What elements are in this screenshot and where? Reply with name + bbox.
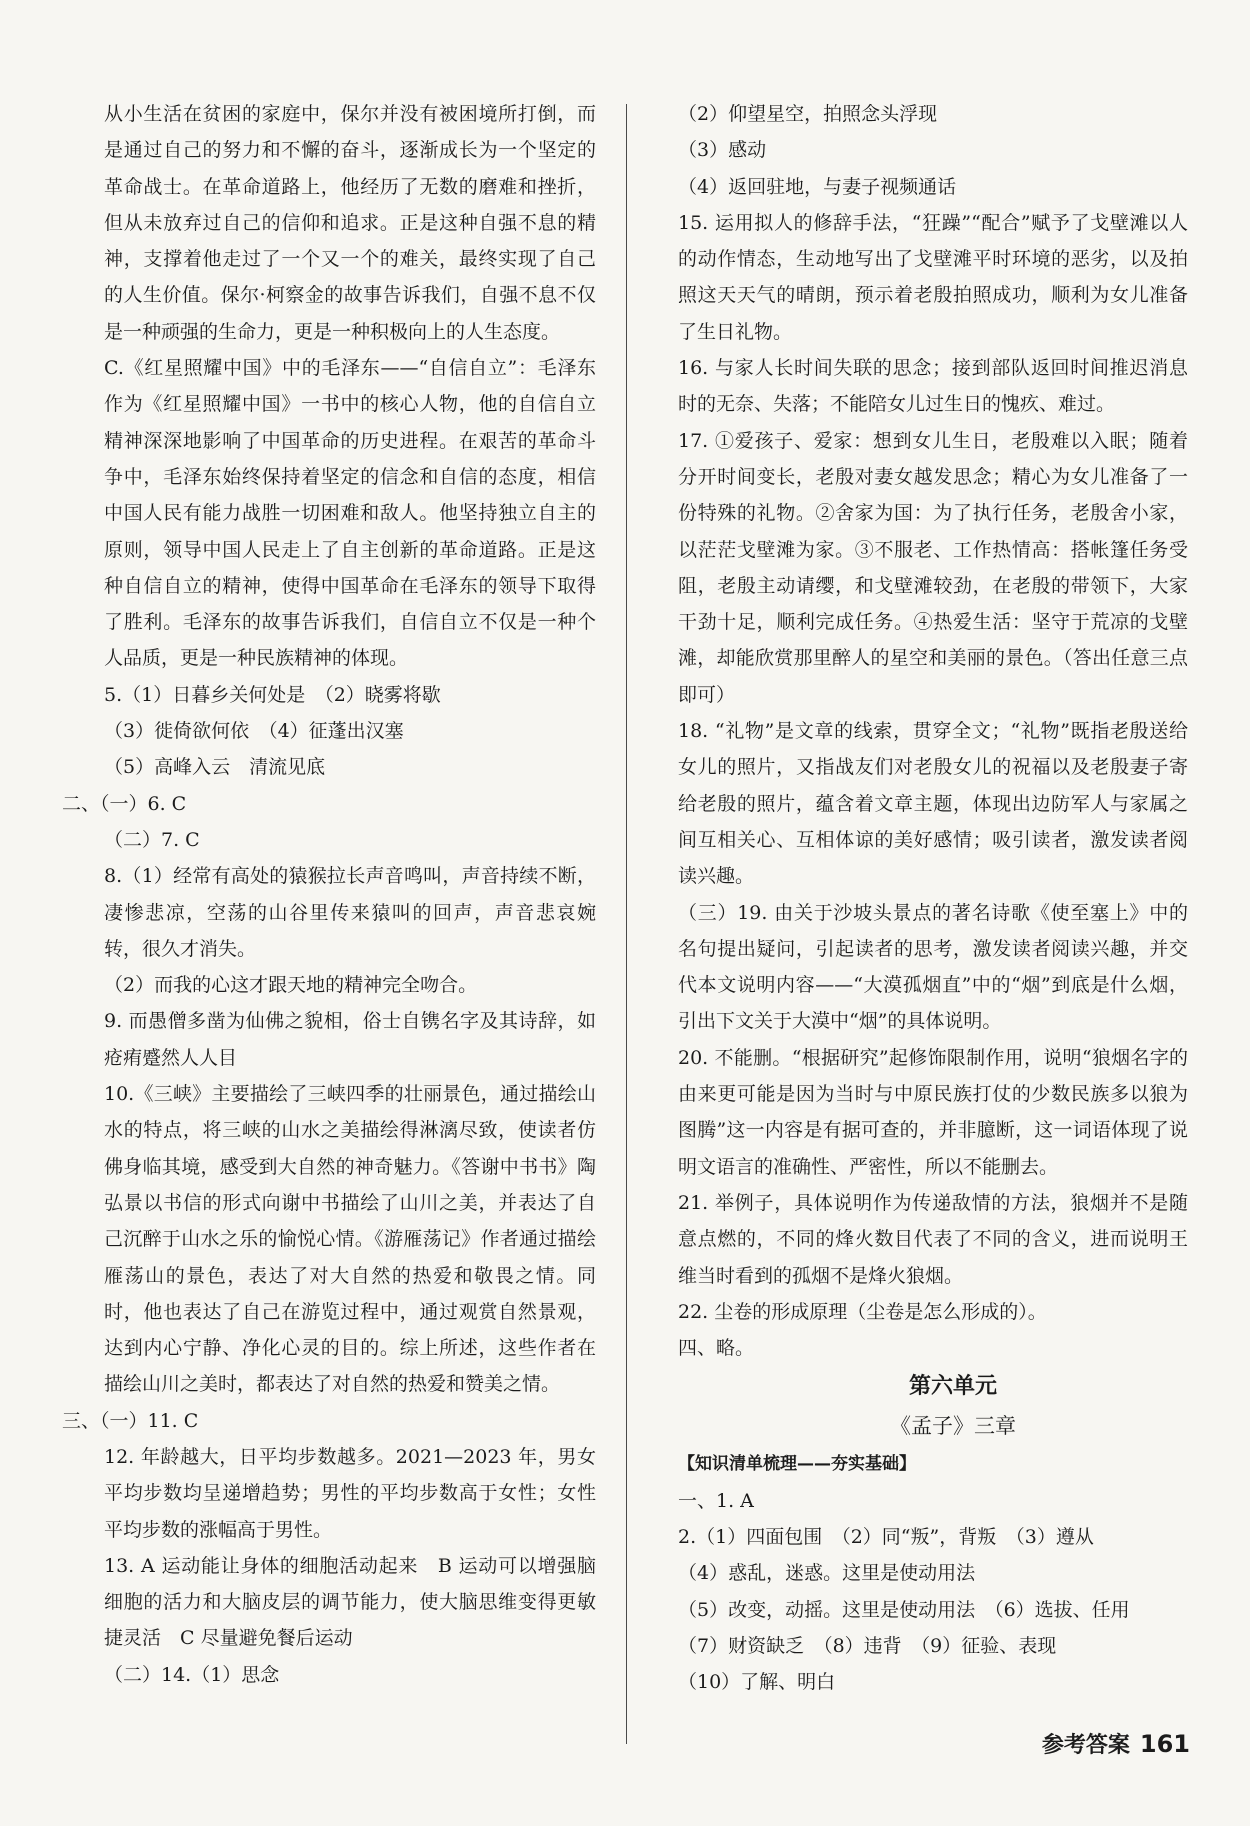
answer-paragraph: 四、略。 [678,1337,755,1360]
answer-paragraph: 8.（1）经常有高处的猿猴拉长声音鸣叫，声音持续不断，凄惨悲凉，空荡的山谷里传来猿叫的回声，声音悲哀婉转，很久才消失。 [104,865,596,960]
answer-paragraph: （5）改变，动摇。这里是使动用法 （6）选拔、任用 [678,1598,1130,1621]
answer-paragraph: 从小生活在贫困的家庭中，保尔并没有被困境所打倒，而是通过自己的努力和不懈的奋斗，逐渐成长为一个坚定的革命战士。在革命道路上，他经历了无数的磨难和挫折，但从未放弃过自己的信仰和追求。正是这种自强不息的精神，支撑着他走过了一个又一个的难关，最终实现了自己的人生价值。保尔·柯察金的故事告诉我们，自强不息不仅是一种顽强的生命力，更是一种积极向上的人生态度。 [104,103,596,343]
answer-paragraph: 2.（1）四面包围 （2）同“叛”，背叛 （3）遵从 [678,1525,1094,1548]
answer-paragraph: 13. A 运动能让身体的细胞活动起来 B 运动可以增强脑细胞的活力和大脑皮层的调节能力，使大脑思维变得更敏捷灵活 C 尽量避免餐后运动 [104,1554,596,1650]
right-tail-answers [678,1483,1188,1701]
answer-paragraph: 18. “礼物”是文章的线索，贯穿全文；“礼物”既指老殷送给女儿的照片，又指战友们对老殷女儿的祝福以及老殷妻子寄给老殷的照片，蕴含着文章主题，体现出边防军人与家属之间互相关心、互相体谅的美好感情；吸引读者，激发读者阅读兴趣。 [678,720,1188,888]
answer-paragraph: 二、（一）6. C [62,792,187,815]
answer-paragraph: （2）仰望星空，拍照念头浮现 [678,103,938,125]
answer-paragraph: 5.（1）日暮乡关何处是 （2）晓雾将歇 [104,683,441,706]
answer-paragraph: 10.《三峡》主要描绘了三峡四季的壮丽景色，通过描绘山水的特点，将三峡的山水之美描绘得淋漓尽致，使读者仿佛身临其境，感受到大自然的神奇魅力。《答谢中书书》陶弘景以书信的形式向谢中书描绘了山川之美，并表达了自己沉醉于山水之乐的愉悦心情。《游雁荡记》作者通过描绘雁荡山的景色，表达了对大自然的热爱和敬畏之情。同时，他也表达了自己在游览过程中，通过观赏自然景观，达到内心宁静、净化心灵的目的。综上所述，这些作者在描绘山川之美时，都表达了对自然的热爱和赞美之情。 [104,1083,596,1396]
answer-paragraph: （10）了解、明白 [678,1671,836,1694]
lesson-title: 《孟子》三章 [890,1414,1016,1439]
right-answers [678,96,1188,1366]
footer-label: 参考答案 [1041,1733,1130,1758]
answer-paragraph: （3）感动 [678,139,767,162]
answer-paragraph: 21. 举例子，具体说明作为传递敌情的方法，狼烟并不是随意点燃的，不同的烽火数目代表了不同的含义，进而说明王维当时看到的孤烟不是烽火狼烟。 [678,1191,1188,1287]
answer-paragraph: （4）惑乱，迷惑。这里是使动用法 [678,1562,976,1585]
answer-paragraph: （三）19. 由关于沙坡头景点的著名诗歌《使至塞上》中的名句提出疑问，引起读者的思考，激发读者阅读兴趣，并交代本文说明内容——“大漠孤烟直”中的“烟”到底是什么烟，引出下文关于大漠中“烟”的具体说明。 [678,901,1188,1033]
answer-paragraph: （4）返回驻地，与妻子视频通话 [678,175,957,198]
answer-paragraph: 15. 运用拟人的修辞手法，“狂躁”“配合”赋予了戈壁滩以人的动作情态，生动地写出了戈壁滩平时环境的恶劣，以及拍照这天天气的晴朗，预示着老殷拍照成功，顺利为女儿准备了生日礼物。 [678,211,1188,343]
answer-paragraph: （二）14.（1）思念 [104,1663,280,1686]
answer-paragraph: 12. 年龄越大，日平均步数越多。2021—2023 年，男女平均步数均呈递增趋势；男性的平均步数高于女性；女性平均步数的涨幅高于男性。 [104,1445,596,1541]
answer-paragraph: （3）徙倚欲何依 （4）征蓬出汉塞 [104,720,404,743]
answer-paragraph: 22. 尘卷的形成原理（尘卷是怎么形成的）。 [678,1300,1047,1323]
page-footer [1042,1728,1190,1759]
knowledge-header: 【知识清单梳理——夯实基础】 [678,1454,916,1475]
answer-paragraph: 三、（一）11. C [62,1409,199,1432]
answer-paragraph: 20. 不能删。“根据研究”起修饰限制作用，说明“狼烟名字的由来更可能是因为当时与中原民族打仗的少数民族多以狼为图腾”这一内容是有据可查的，并非臆断，这一词语体现了说明文语言的准确性、严密性，所以不能删去。 [678,1046,1188,1178]
answer-paragraph: （二）7. C [104,828,200,851]
answer-paragraph: （7）财资缺乏 （8）违背 （9）征验、表现 [678,1634,1057,1657]
column-divider [626,104,627,1744]
page-number: 161 [1139,1730,1190,1758]
answer-paragraph: 9. 而愚僧多凿为仙佛之貌相，俗士自镌名字及其诗辞，如疮痏蹙然人人目 [104,1010,596,1069]
answer-paragraph: （5）高峰入云 清流见底 [104,756,326,779]
answer-paragraph: C.《红星照耀中国》中的毛泽东——“自信自立”：毛泽东作为《红星照耀中国》一书中的核心人物，他的自信自立精神深深地影响了中国革命的历史进程。在艰苦的革命斗争中，毛泽东始终保持着坚定的信念和自信的态度，相信中国人民有能力战胜一切困难和敌人。他坚持独立自主的原则，领导中国人民走上了自主创新的革命道路。正是这种自信自立的精神，使得中国革命在毛泽东的领导下取得了胜利。毛泽东的故事告诉我们，自信自立不仅是一种个人品质，更是一种民族精神的体现。 [104,357,596,670]
answer-paragraph: 一、1. A [678,1489,754,1512]
answer-paragraph: 17. ①爱孩子、爱家：想到女儿生日，老殷难以入眠；随着分开时间变长，老殷对妻女越发思念；精心为女儿准备了一份特殊的礼物。②舍家为国：为了执行任务，老殷舍小家，以茫茫戈壁滩为家。③不服老、工作热情高：搭帐篷任务受阻，老殷主动请缨，和戈壁滩较劲，在老殷的带领下，大家干劲十足，顺利完成任务。④热爱生活：坚守于荒凉的戈壁滩，却能欣赏那里醉人的星空和美丽的景色。（答出任意三点即可） [678,429,1188,706]
answer-paragraph: 16. 与家人长时间失联的思念；接到部队返回时间推迟消息时的无奈、失落；不能陪女儿过生日的愧疚、难过。 [678,357,1188,416]
left-column [62,96,596,1693]
answer-paragraph: （2）而我的心这才跟天地的精神完全吻合。 [104,974,478,997]
unit-title: 第六单元 [908,1373,997,1400]
right-column [678,96,1188,1700]
